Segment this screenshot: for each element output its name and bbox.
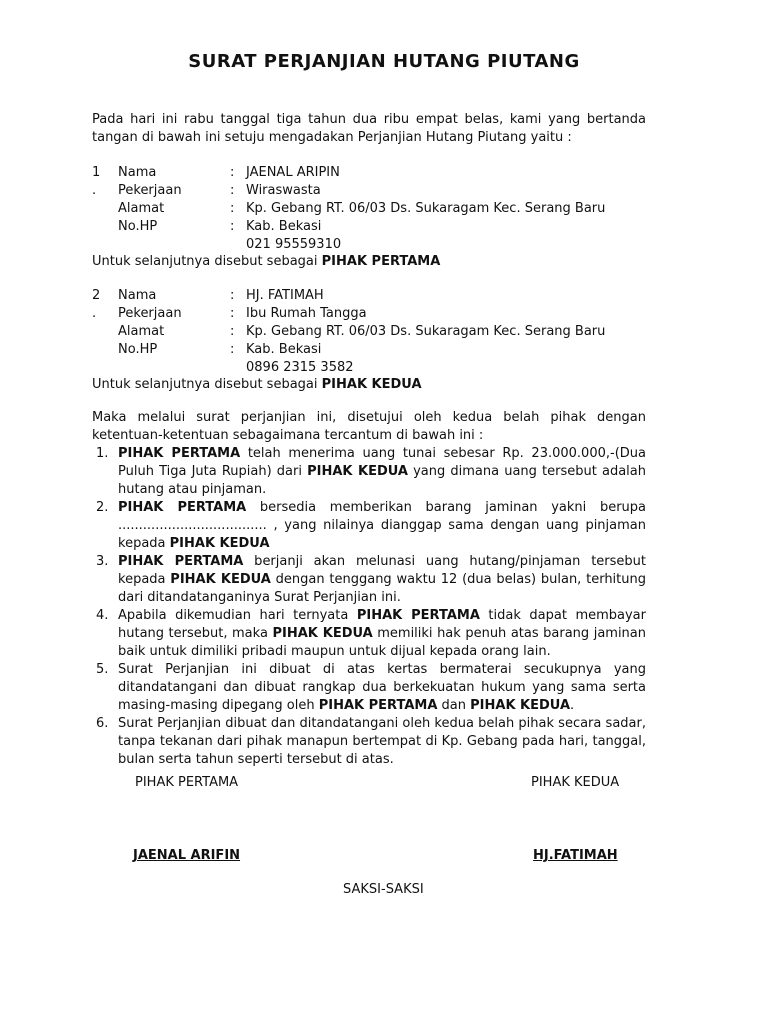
party-2-address: Kp. Gebang RT. 06/03 Ds. Sukaragam Kec. Serang Baru: [246, 324, 606, 339]
term-item: [96, 445, 646, 499]
term-bold: PIHAK PERTAMA: [356, 608, 480, 623]
party-1-closing: [92, 253, 440, 271]
term-text: bersedia memberikan barang jaminan yakni berupa .................................... , yang nilainya dianggap sama dengan uang pinjaman kepada: [118, 500, 646, 551]
colon: :: [230, 201, 235, 216]
term-item: [96, 661, 646, 715]
term-item: [96, 607, 646, 661]
witnesses-heading: SAKSI-SAKSI: [343, 882, 424, 897]
number-dot: .: [92, 183, 97, 198]
colon: :: [230, 288, 235, 303]
party-1-name: JAENAL ARIPIN: [246, 165, 340, 180]
term-number: 1.: [96, 446, 109, 461]
document-title: SURAT PERJANJIAN HUTANG PIUTANG: [188, 51, 580, 72]
term-number: 3.: [96, 554, 109, 569]
terms-intro: Maka melalui surat perjanjian ini, disetujui oleh kedua belah pihak dengan ketentuan-ketentuan sebagaimana tercantum di bawah ini :: [92, 410, 646, 443]
term-number: 2.: [96, 500, 109, 515]
signature-role-left: PIHAK PERTAMA: [135, 775, 239, 790]
term-text: Surat Perjanjian dibuat dan ditandatangani oleh kedua belah pihak secara sadar, tanpa tekanan dari pihak manapun bertempat di Kp. Gebang pada hari, tanggal, bulan serta tahun seperti tersebut di atas.: [118, 716, 646, 767]
term-text: .: [570, 698, 575, 713]
term-item: [96, 715, 646, 769]
term-text: Surat Perjanjian ini dibuat di atas kertas bermaterai secukupnya yang ditandatangani dan dibuat rangkap dua berkekuatan hukum yang sama serta masing-masing dipegang oleh: [118, 662, 646, 713]
term-bold: PIHAK PERTAMA: [318, 698, 438, 713]
term-text: Apabila dikemudian hari ternyata: [118, 608, 357, 623]
term-bold: PIHAK KEDUA: [272, 626, 373, 641]
colon: :: [230, 219, 235, 234]
term-bold: PIHAK KEDUA: [470, 698, 571, 713]
label-pekerjaan: Pekerjaan: [118, 306, 182, 321]
label-pekerjaan: Pekerjaan: [118, 183, 182, 198]
term-number: 6.: [96, 716, 109, 731]
term-bold: PIHAK KEDUA: [307, 464, 408, 479]
party-2-occupation: Ibu Rumah Tangga: [246, 306, 367, 321]
colon: :: [230, 324, 235, 339]
term-text: dengan tenggang waktu 12 (dua belas) bulan, terhitung dari ditandatanganinya Surat Perjanjian ini.: [118, 572, 646, 605]
term-bold: PIHAK PERTAMA: [118, 500, 247, 515]
intro-paragraph: Pada hari ini rabu tanggal tiga tahun dua ribu empat belas, kami yang bertanda tangan di bawah ini setuju mengadakan Perjanjian Hutang Piutang yaitu :: [92, 112, 646, 145]
colon: :: [230, 342, 235, 357]
party-2-role: PIHAK KEDUA: [321, 377, 422, 392]
signature-name-right: HJ.FATIMAH: [533, 848, 618, 863]
colon: :: [230, 165, 235, 180]
signature-name-left: JAENAL ARIFIN: [133, 848, 241, 863]
colon: :: [230, 183, 235, 198]
term-bold: PIHAK PERTAMA: [118, 554, 244, 569]
term-text: yang dimana uang tersebut adalah hutang atau pinjaman.: [118, 464, 646, 497]
party-1-address-2: Kab. Bekasi: [246, 219, 322, 234]
party-1-occupation: Wiraswasta: [246, 183, 321, 198]
terms-list: [92, 445, 646, 769]
term-text: berjanji akan melunasi uang hutang/pinjaman tersebut kepada: [118, 554, 646, 587]
term-number: 5.: [96, 662, 109, 677]
term-text: tidak dapat membayar hutang tersebut, maka: [118, 608, 646, 641]
party-number: 1: [92, 165, 101, 180]
signature-role-right: PIHAK KEDUA: [531, 775, 620, 790]
colon: :: [230, 306, 235, 321]
closing-text: Untuk selanjutnya disebut sebagai: [92, 377, 318, 392]
party-2-closing: [92, 376, 422, 394]
party-2-phone: 0896 2315 3582: [246, 360, 354, 375]
closing-text: Untuk selanjutnya disebut sebagai: [92, 254, 318, 269]
label-alamat: Alamat: [118, 324, 165, 339]
label-nama: Nama: [118, 165, 157, 180]
term-bold: PIHAK KEDUA: [170, 572, 271, 587]
party-1-phone: 021 95559310: [246, 237, 342, 252]
party-2-address-2: Kab. Bekasi: [246, 342, 322, 357]
term-text: dan: [437, 698, 471, 713]
term-item: [96, 499, 646, 553]
party-number: 2: [92, 288, 101, 303]
label-nama: Nama: [118, 288, 157, 303]
label-alamat: Alamat: [118, 201, 165, 216]
party-1-role: PIHAK PERTAMA: [321, 254, 441, 269]
label-nohp: No.HP: [118, 219, 158, 234]
term-text: telah menerima uang tunai sebesar Rp. 23.000.000,-(Dua Puluh Tiga Juta Rupiah) dari: [118, 446, 646, 479]
term-number: 4.: [96, 608, 109, 623]
term-item: [96, 553, 646, 607]
term-text: memiliki hak penuh atas barang jaminan baik untuk dimiliki pribadi maupun untuk dijual kepada orang lain.: [118, 626, 646, 659]
label-nohp: No.HP: [118, 342, 158, 357]
term-bold: PIHAK KEDUA: [169, 536, 270, 551]
party-1-address: Kp. Gebang RT. 06/03 Ds. Sukaragam Kec. Serang Baru: [246, 201, 606, 216]
party-2-name: HJ. FATIMAH: [246, 288, 324, 303]
term-bold: PIHAK PERTAMA: [118, 446, 241, 461]
number-dot: .: [92, 306, 97, 321]
